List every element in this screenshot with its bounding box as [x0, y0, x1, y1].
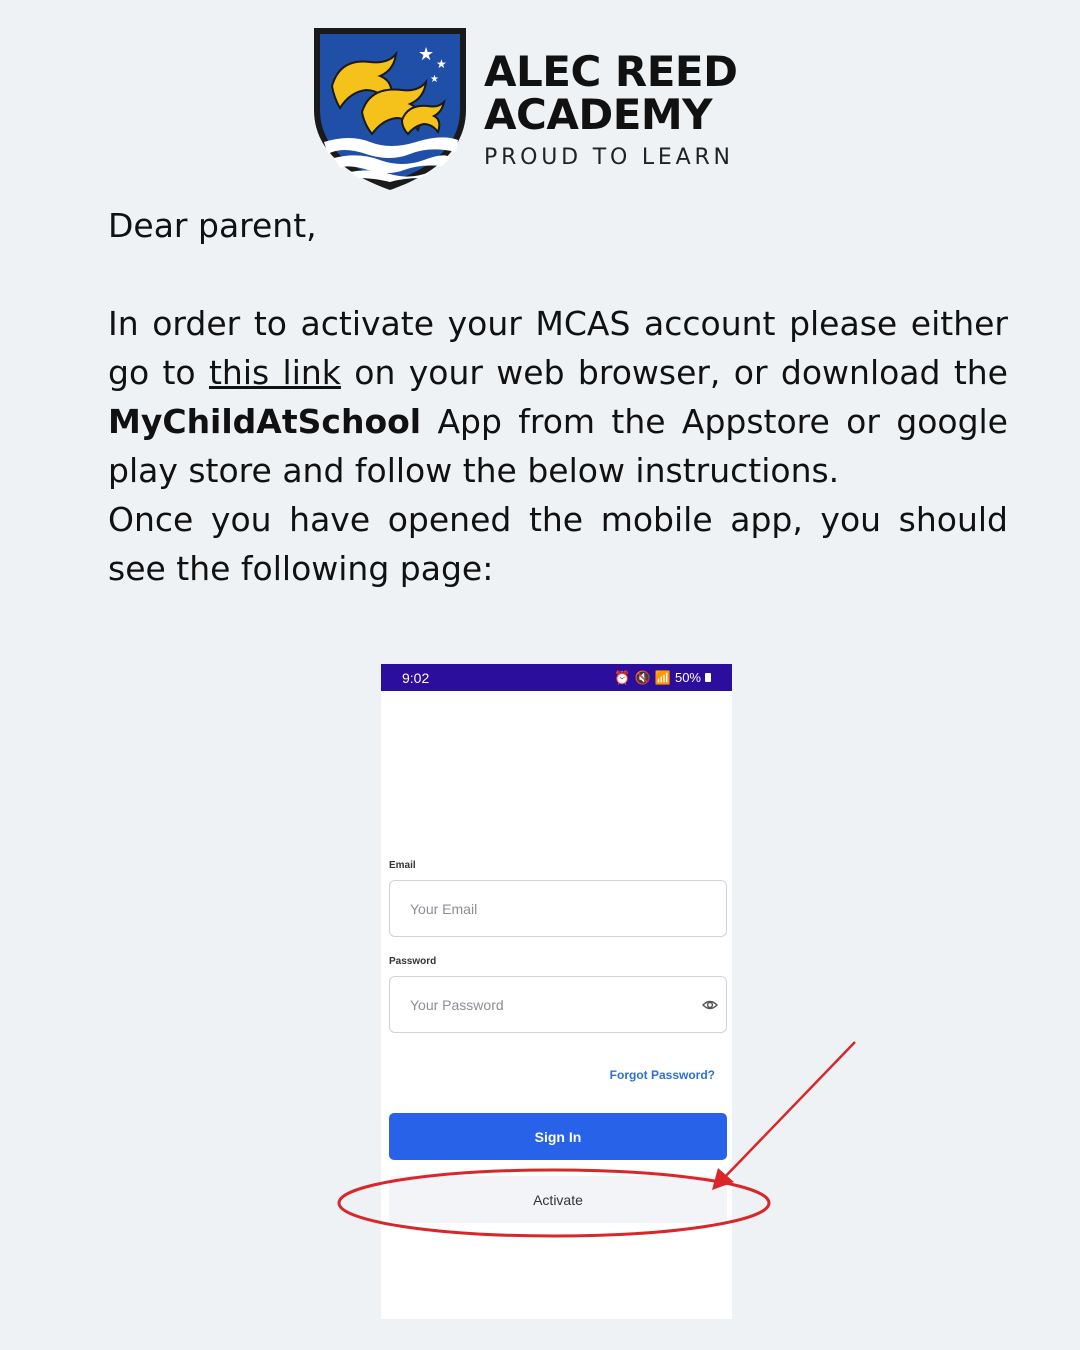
pointer-arrow-line: [722, 1042, 855, 1180]
instructions-text-1: In order to activate your MCAS account please either go to: [108, 304, 1008, 392]
status-icons: [614, 670, 711, 686]
school-motto: PROUD TO LEARN: [484, 145, 734, 170]
mobile-app-paragraph: Once you have opened the mobile app, you should see the following page:: [108, 500, 1008, 588]
instructions-paragraph: [108, 299, 1008, 495]
eye-icon[interactable]: [702, 998, 718, 1012]
password-label: Password: [389, 956, 437, 967]
instructions-text-2: on your web browser, or download the: [340, 353, 1008, 392]
email-field[interactable]: [389, 880, 727, 937]
status-time: 9:02: [402, 669, 430, 686]
school-logo: [310, 24, 770, 194]
wifi-signal-icon: 📶: [654, 669, 671, 685]
status-bar: [381, 664, 732, 691]
email-placeholder: Your Email: [410, 900, 478, 917]
svg-text:★: ★: [436, 57, 447, 71]
battery-level: 50%: [674, 670, 701, 685]
dolphin-crest-icon: [310, 24, 470, 192]
alarm-icon: ⏰: [614, 669, 631, 685]
app-name: MyChildAtSchool: [108, 402, 422, 441]
forgot-password-link[interactable]: Forgot Password?: [609, 1068, 715, 1082]
password-placeholder: Your Password: [410, 996, 504, 1013]
activation-link[interactable]: this link: [208, 353, 341, 392]
activate-button[interactable]: Activate: [389, 1176, 727, 1223]
letter-body: [108, 201, 1008, 593]
phone-screenshot: [381, 664, 732, 1319]
sign-in-button[interactable]: Sign In: [389, 1113, 727, 1160]
svg-text:★: ★: [430, 74, 439, 85]
email-label: Email: [389, 860, 416, 871]
mute-icon: 🔇: [634, 669, 651, 685]
svg-text:★: ★: [418, 44, 435, 65]
school-name-line2: ACADEMY: [484, 90, 713, 139]
greeting: Dear parent,: [108, 206, 317, 245]
battery-icon: [705, 673, 711, 682]
school-name: [484, 47, 738, 139]
password-field[interactable]: [389, 976, 727, 1033]
school-name-line1: ALEC REED: [484, 47, 738, 96]
instructions-text-3: App from the Appstore or google play store and follow the below instructions.: [108, 402, 1008, 490]
